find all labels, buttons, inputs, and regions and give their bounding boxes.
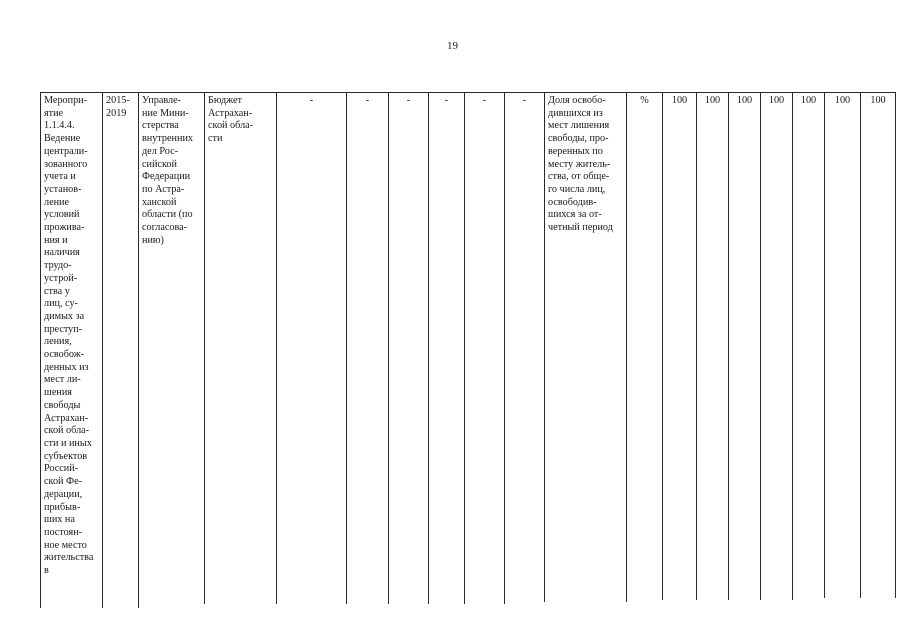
indicator-cell: [544, 92, 626, 602]
activity-line: мест ли-: [44, 374, 81, 386]
funding-value: -: [365, 95, 370, 106]
executor-cell: [138, 92, 204, 608]
funding-cell: [504, 92, 544, 604]
activity-line: устрой-: [44, 272, 78, 284]
indicator-line: веренных по: [548, 145, 603, 157]
value-cell: [662, 92, 696, 600]
activity-line: условий: [44, 209, 80, 221]
page-number: 19: [447, 40, 458, 52]
funding-value: -: [522, 95, 527, 106]
indicator-value: 100: [671, 95, 688, 106]
indicator-line: ства, от обще-: [548, 171, 610, 183]
activity-cell: [40, 92, 102, 608]
funding-value: -: [406, 95, 411, 106]
activity-line: Россий-: [44, 463, 79, 475]
period-cell: [102, 92, 138, 608]
funding-cell: [388, 92, 428, 604]
program-table: [40, 92, 896, 608]
indicator-line: шихся за от-: [548, 209, 602, 221]
unit-cell: [626, 92, 662, 602]
value-cell: [792, 92, 824, 600]
indicator-line: освободив-: [548, 196, 597, 208]
value-cell: [760, 92, 792, 600]
activity-line: ской Фе-: [44, 476, 83, 488]
value-cell: [696, 92, 728, 600]
funding-cell: [346, 92, 388, 604]
activity-line: ской обла-: [44, 425, 90, 437]
activity-line: лиц, су-: [44, 298, 78, 310]
indicator-line: го числа лиц,: [548, 183, 606, 195]
funding-cell: [428, 92, 464, 604]
indicator-line: дившихся из: [548, 107, 603, 119]
indicator-value: 100: [768, 95, 785, 106]
funding-value: -: [309, 95, 314, 106]
indicator-value: 100: [870, 95, 886, 106]
activity-line: ление: [44, 196, 70, 208]
executor-line: ние Мини-: [142, 107, 189, 119]
executor-line: стерства: [142, 120, 179, 132]
value-cell: [824, 92, 860, 598]
period-line: 2019: [106, 107, 127, 119]
value-cell: [860, 92, 896, 598]
executor-line: области (по: [142, 209, 193, 221]
funding-cell: [276, 92, 346, 604]
unit-value: %: [640, 95, 649, 106]
source-line: Бюджет: [208, 95, 243, 106]
indicator-line: четный период: [548, 222, 613, 234]
source-line: Астрахан-: [208, 107, 253, 119]
funding-cell: [464, 92, 504, 604]
activity-line: свободы: [44, 399, 81, 411]
activity-line: сти и иных: [44, 437, 92, 449]
activity-line: в: [44, 565, 49, 577]
executor-line: сийской: [142, 158, 177, 170]
activity-line: постоян-: [44, 526, 83, 538]
activity-line: ления,: [44, 336, 72, 348]
executor-line: Федерации: [142, 171, 191, 183]
executor-line: внутренних: [142, 133, 193, 145]
activity-line: централи-: [44, 145, 88, 157]
activity-line: учета и: [44, 171, 76, 183]
activity-line: трудо-: [44, 260, 72, 272]
activity-line: ятие: [44, 107, 64, 119]
activity-line: денных из: [44, 361, 89, 373]
executor-line: нию): [142, 234, 164, 246]
indicator-line: Доля освобо-: [548, 95, 606, 106]
indicator-value: 100: [736, 95, 753, 106]
activity-line: Меропри-: [44, 95, 88, 106]
executor-line: по Астра-: [142, 183, 185, 195]
activity-line: преступ-: [44, 323, 83, 335]
activity-line: освобож-: [44, 349, 85, 361]
activity-line: установ-: [44, 183, 82, 195]
activity-line: ное место: [44, 539, 87, 551]
indicator-line: свободы, про-: [548, 133, 609, 145]
indicator-value: 100: [800, 95, 817, 106]
activity-line: 1.1.4.4.: [44, 120, 75, 132]
activity-line: зованного: [44, 158, 88, 170]
activity-line: субъектов: [44, 450, 88, 462]
executor-line: дел Рос-: [142, 145, 179, 157]
activity-line: ства у: [44, 285, 70, 297]
indicator-value: 100: [704, 95, 721, 106]
value-cell: [728, 92, 760, 600]
source-line: сти: [208, 133, 223, 145]
activity-line: прожива-: [44, 222, 85, 234]
source-line: ской обла-: [208, 120, 254, 132]
executor-line: ханской: [142, 196, 177, 208]
period-line: 2015-: [106, 95, 130, 106]
activity-line: наличия: [44, 247, 80, 259]
activity-line: Астрахан-: [44, 412, 89, 424]
executor-line: согласова-: [142, 222, 188, 234]
indicator-line: мест лишения: [548, 120, 610, 132]
funding-source-cell: [204, 92, 276, 604]
activity-line: дерации,: [44, 488, 83, 500]
activity-line: ния и: [44, 234, 68, 246]
funding-value: -: [444, 95, 449, 106]
activity-line: димых за: [44, 310, 85, 322]
executor-line: Управле-: [142, 95, 182, 106]
activity-line: шения: [44, 387, 72, 399]
activity-line: Ведение: [44, 133, 81, 145]
funding-value: -: [482, 95, 487, 106]
activity-line: прибыв-: [44, 501, 81, 513]
activity-line: жительства: [44, 552, 94, 564]
activity-line: ших на: [44, 514, 75, 526]
indicator-value: 100: [834, 95, 851, 106]
indicator-line: месту житель-: [548, 158, 611, 170]
